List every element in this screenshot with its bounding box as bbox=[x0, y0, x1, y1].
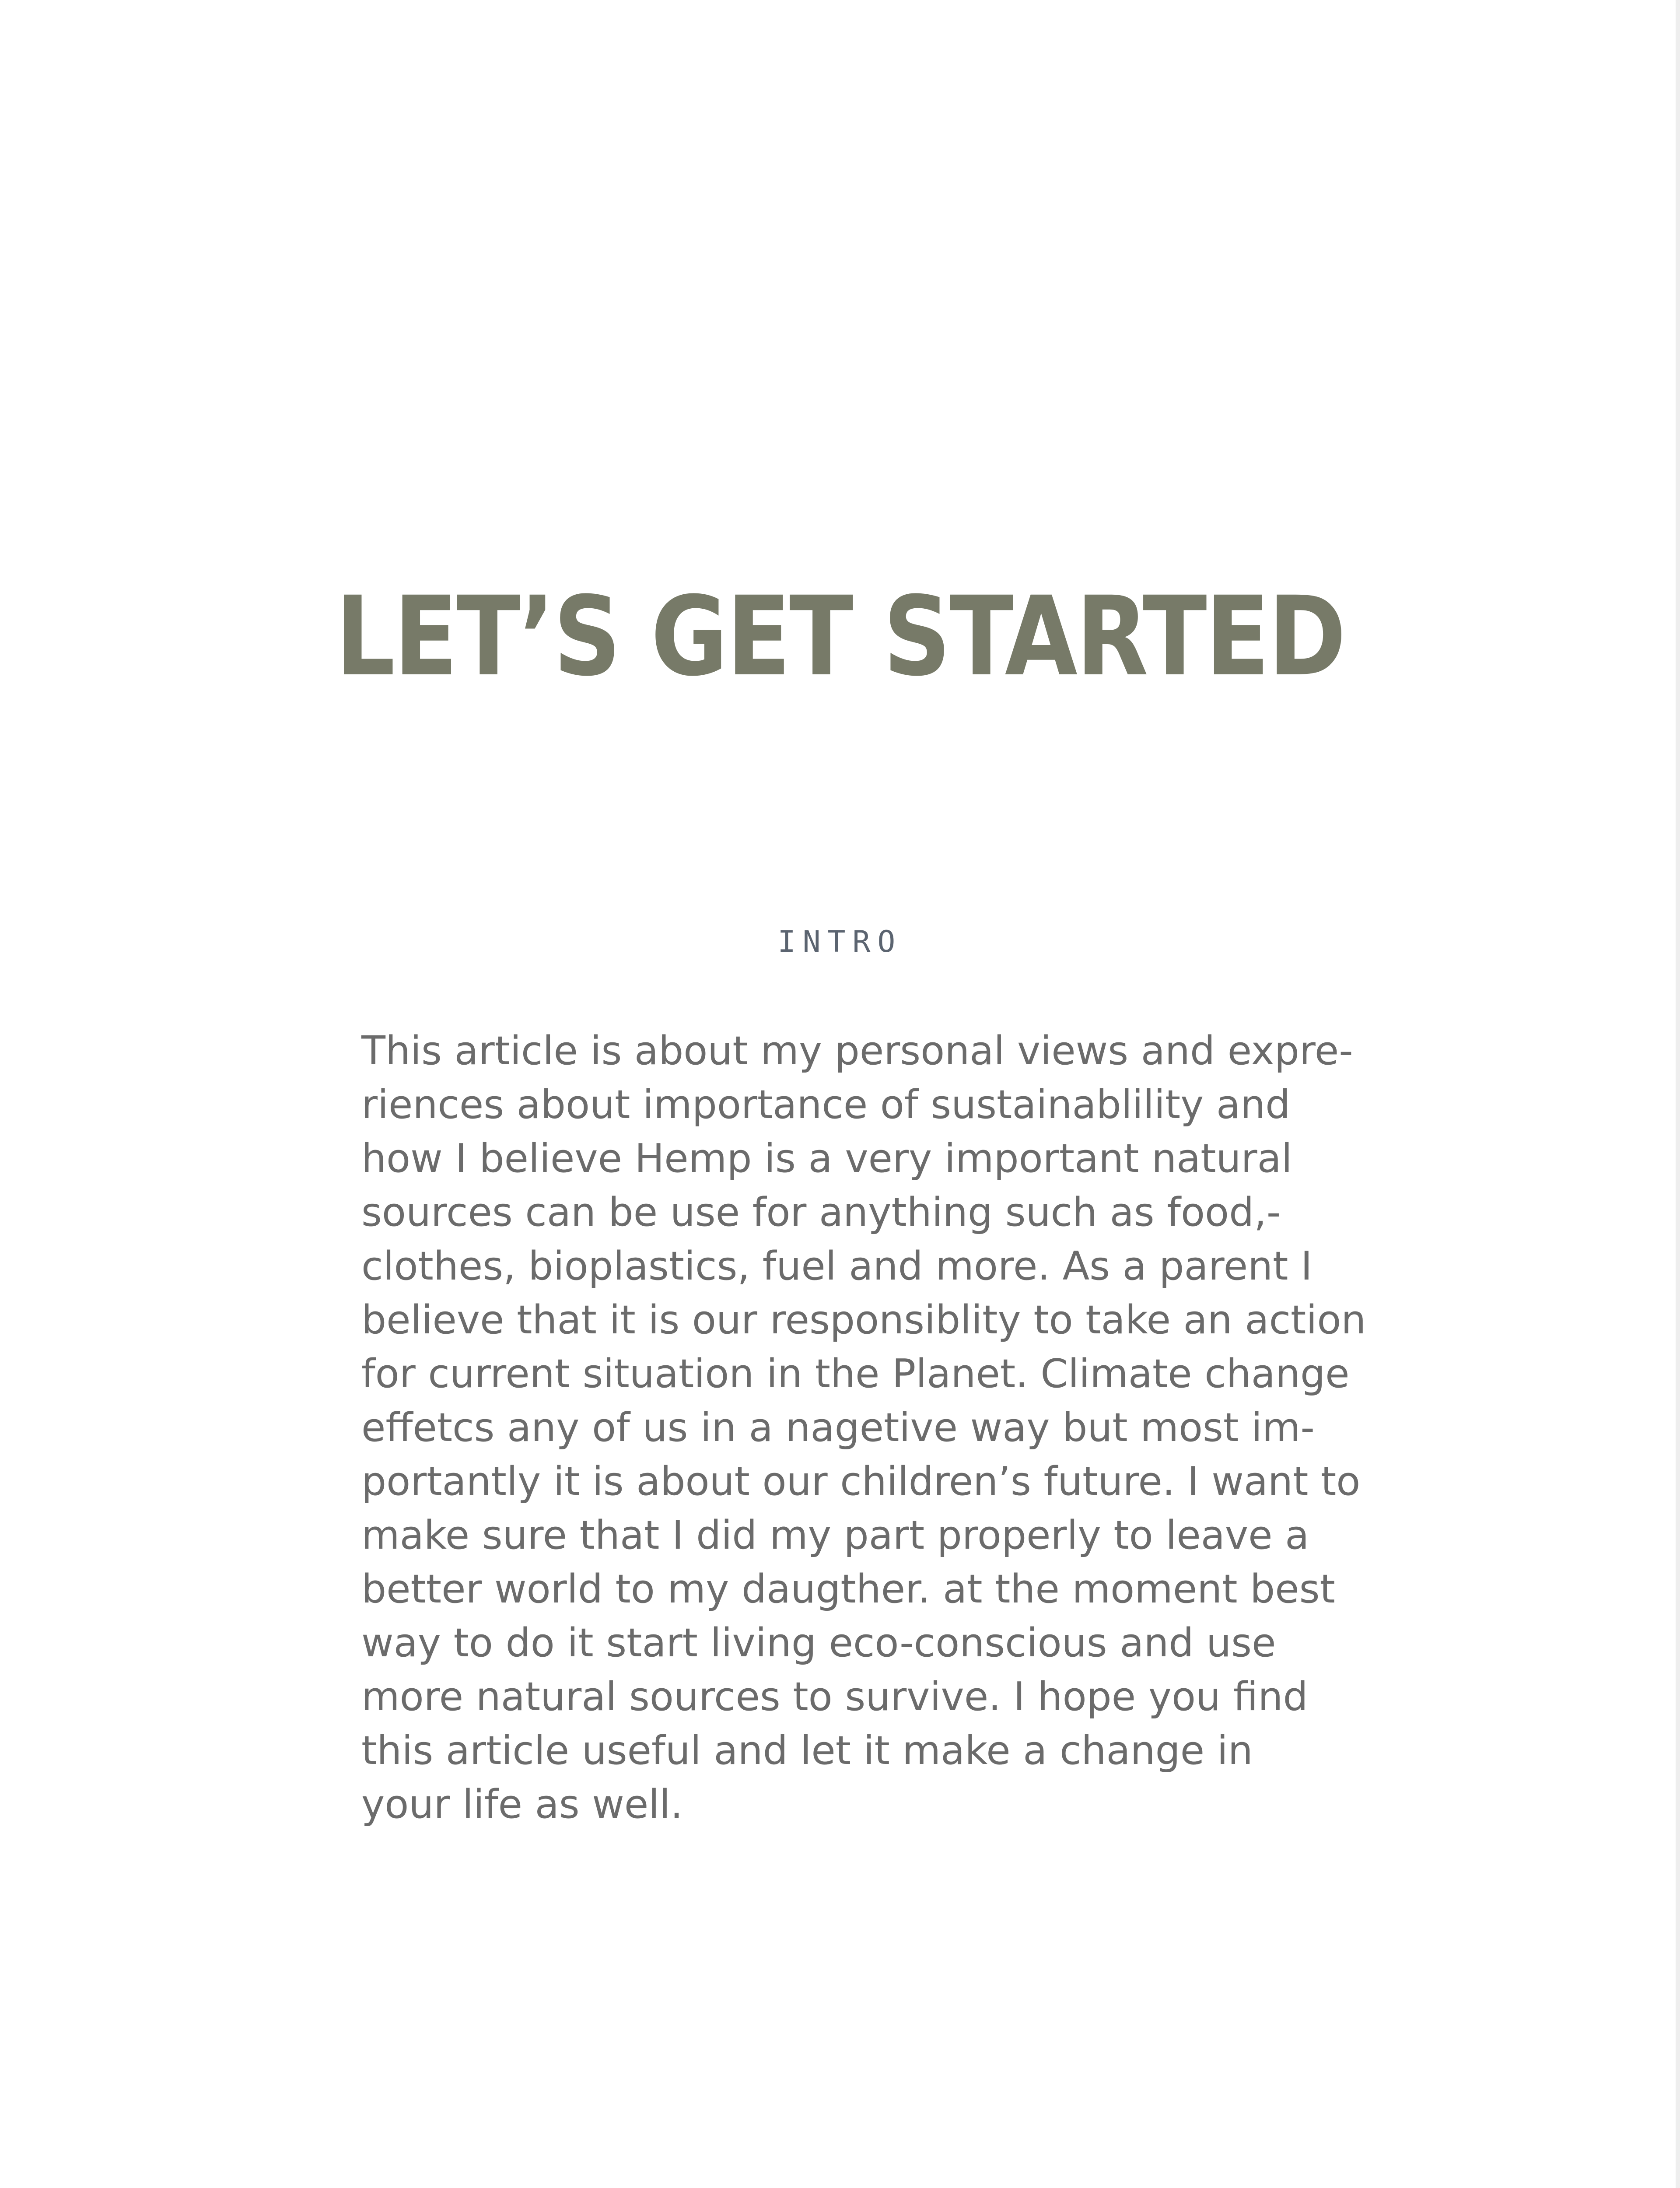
paragraph-line: your life as well. bbox=[361, 1781, 683, 1827]
page-edge bbox=[1676, 0, 1680, 2188]
paragraph-line: portantly it is about our children’s future. I want to bbox=[361, 1459, 1361, 1504]
intro-paragraph bbox=[361, 1024, 1366, 1831]
paragraph-line: way to do it start living eco-conscious and use bbox=[361, 1620, 1276, 1666]
paragraph-line: better world to my daugther. at the moment best bbox=[361, 1566, 1335, 1612]
paragraph-line: riences about importance of sustainablility and bbox=[361, 1082, 1291, 1128]
paragraph-line: This article is about my personal views and expre- bbox=[361, 1028, 1353, 1074]
paragraph-line: more natural sources to survive. I hope you find bbox=[361, 1674, 1308, 1720]
paragraph-line: this article useful and let it make a change in bbox=[361, 1728, 1253, 1774]
paragraph-line: how I believe Hemp is a very important natural bbox=[361, 1136, 1292, 1182]
page-title: LET’S GET STARTED bbox=[335, 573, 1345, 700]
paragraph-line: clothes, bioplastics, fuel and more. As a parent I bbox=[361, 1243, 1312, 1289]
paragraph-line: believe that it is our responsiblity to take an action bbox=[361, 1297, 1366, 1343]
paragraph-line: for current situation in the Planet. Climate change bbox=[361, 1351, 1350, 1397]
paragraph-line: effetcs any of us in a nagetive way but most im- bbox=[361, 1405, 1315, 1451]
section-label-intro: INTRO bbox=[777, 925, 903, 959]
paragraph-line: sources can be use for anything such as food,- bbox=[361, 1189, 1281, 1235]
paragraph-line: make sure that I did my part properly to leave a bbox=[361, 1512, 1309, 1558]
